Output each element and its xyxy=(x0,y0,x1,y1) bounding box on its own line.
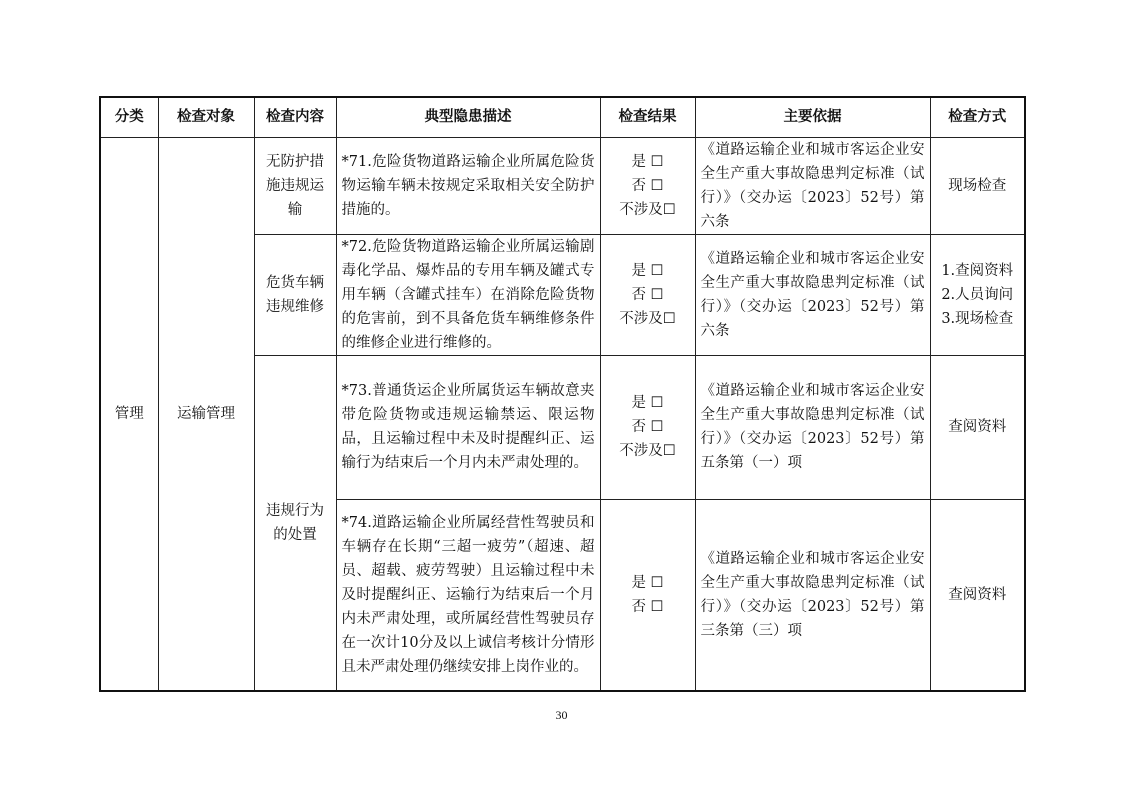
inspection-object-cell: 运输管理 xyxy=(158,137,254,691)
method-item: 1.查阅资料 xyxy=(941,262,1014,279)
method-item: 现场检查 xyxy=(948,177,1007,194)
inspection-method-cell xyxy=(930,355,1025,499)
inspection-table xyxy=(99,96,1026,692)
page-number: 30 xyxy=(555,708,568,722)
result-cell xyxy=(600,355,695,499)
inspection-method-cell xyxy=(930,234,1025,355)
inspection-content-cell: 违规行为 的处置 xyxy=(254,355,336,691)
result-option-na[interactable]: 不涉及☐ xyxy=(619,201,676,218)
result-option-yes[interactable]: 是 ☐ xyxy=(631,574,664,591)
method-item: 3.现场检查 xyxy=(941,310,1014,327)
category-cell: 管理 xyxy=(100,137,158,691)
method-item: 2.人员询问 xyxy=(941,286,1014,303)
result-cell xyxy=(600,137,695,234)
main-basis-cell: 《道路运输企业和城市客运企业安全生产重大事故隐患判定标准（试行）》（交办运〔2023〕52号）第六条 xyxy=(695,137,930,234)
result-option-yes[interactable]: 是 ☐ xyxy=(631,395,664,411)
hazard-description-cell: *74.道路运输企业所属经营性驾驶员和车辆存在长期“三超一疲劳”（超速、超员、超载、疲劳驾驶）且运输过程中未及时提醒纠正、运输行为结束后一个月内未严肃处理，或所属经营性驾驶员存在一次计10分及以上诚信考核计分情形且未严肃处理仍继续安排上岗作业的。 xyxy=(336,499,600,691)
result-option-no[interactable]: 否 ☐ xyxy=(631,419,664,435)
hazard-description-cell: *72.危险货物道路运输企业所属运输剧毒化学品、爆炸品的专用车辆及罐式专用车辆（含罐式挂车）在消除危险货物的危害前，到不具备危货车辆维修条件的维修企业进行维修的。 xyxy=(336,234,600,355)
result-cell xyxy=(600,234,695,355)
inspection-method-cell xyxy=(930,137,1025,234)
result-cell xyxy=(600,499,695,691)
header-inspection-result: 检查结果 xyxy=(600,97,695,137)
header-category: 分类 xyxy=(100,97,158,137)
result-option-no[interactable]: 否 ☐ xyxy=(631,286,664,303)
header-inspection-content: 检查内容 xyxy=(254,97,336,137)
result-option-yes[interactable]: 是 ☐ xyxy=(631,153,664,170)
main-basis-cell: 《道路运输企业和城市客运企业安全生产重大事故隐患判定标准（试行）》（交办运〔2023〕52号）第五条第（一）项 xyxy=(695,355,930,499)
result-option-no[interactable]: 否 ☐ xyxy=(631,177,664,194)
main-basis-cell: 《道路运输企业和城市客运企业安全生产重大事故隐患判定标准（试行）》（交办运〔2023〕52号）第六条 xyxy=(695,234,930,355)
header-main-basis: 主要依据 xyxy=(695,97,930,137)
method-item: 查阅资料 xyxy=(948,419,1007,435)
result-option-na[interactable]: 不涉及☐ xyxy=(619,310,676,327)
header-hazard-description: 典型隐患描述 xyxy=(336,97,600,137)
result-option-no[interactable]: 否 ☐ xyxy=(631,598,664,615)
header-inspection-method: 检查方式 xyxy=(930,97,1025,137)
hazard-description-cell: *71.危险货物道路运输企业所属危险货物运输车辆未按规定采取相关安全防护措施的。 xyxy=(336,137,600,234)
hazard-description-cell: *73.普通货运企业所属货运车辆故意夹带危险货物或违规运输禁运、限运物品，且运输过程中未及时提醒纠正、运输行为结束后一个月内未严肃处理的。 xyxy=(336,355,600,499)
header-row xyxy=(100,97,1025,137)
inspection-content-cell: 危货车辆 违规维修 xyxy=(254,234,336,355)
header-inspection-object: 检查对象 xyxy=(158,97,254,137)
main-basis-cell: 《道路运输企业和城市客运企业安全生产重大事故隐患判定标准（试行）》（交办运〔2023〕52号）第三条第（三）项 xyxy=(695,499,930,691)
result-option-na[interactable]: 不涉及☐ xyxy=(619,443,676,459)
table-row xyxy=(100,137,1025,234)
inspection-method-cell xyxy=(930,499,1025,691)
method-item: 查阅资料 xyxy=(948,586,1007,603)
inspection-content-cell: 无防护措 施违规运 输 xyxy=(254,137,336,234)
result-option-yes[interactable]: 是 ☐ xyxy=(631,262,664,279)
